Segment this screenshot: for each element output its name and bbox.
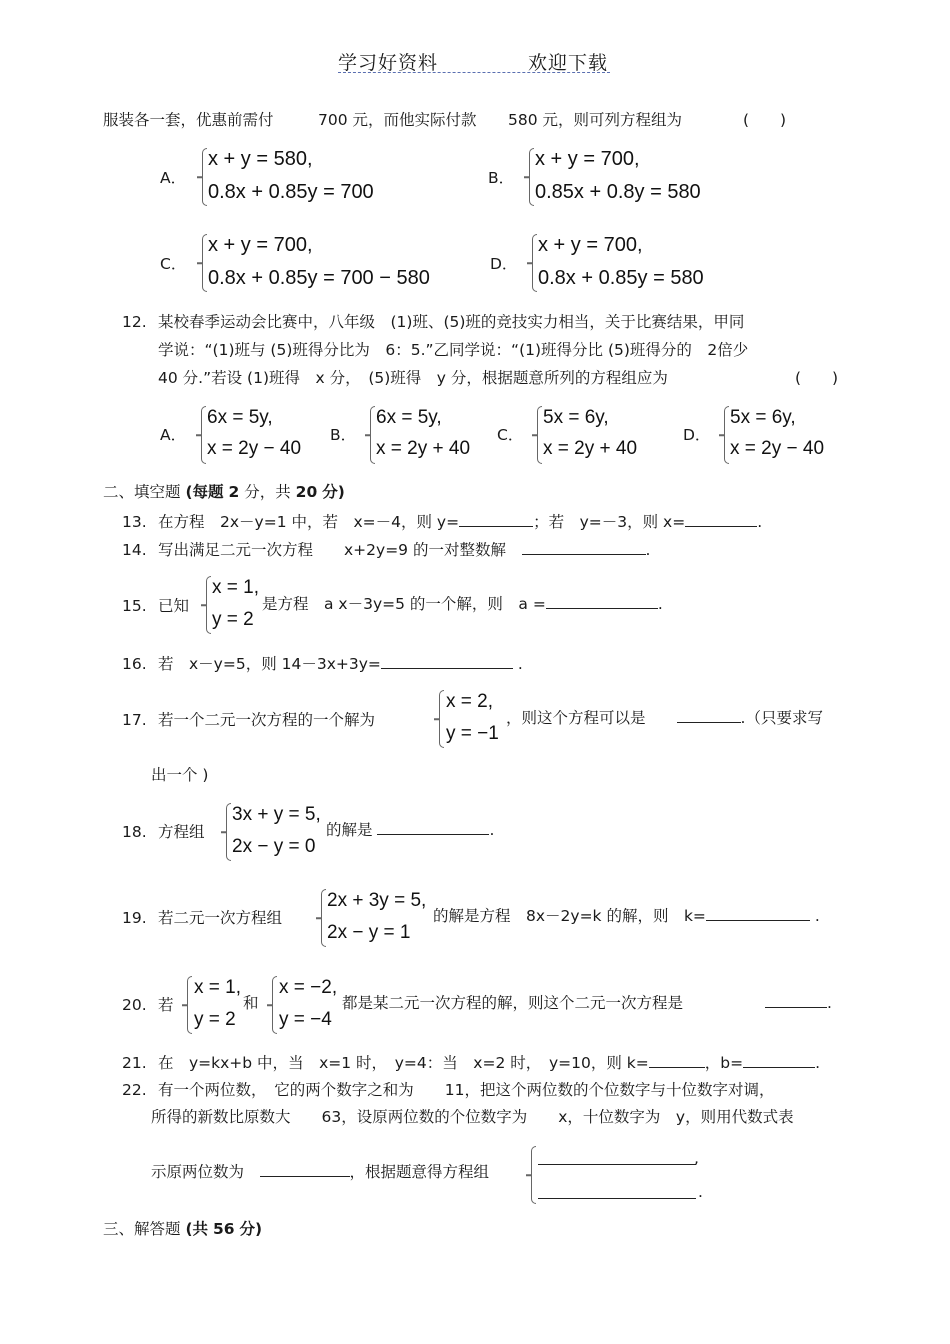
q16-number: 16. xyxy=(122,655,147,673)
q14-number: 14. xyxy=(122,541,147,559)
q15-text xyxy=(262,594,663,614)
q11-option-c-eq1: x + y = 700, xyxy=(208,234,313,256)
q11-option-d-brace xyxy=(532,234,537,292)
q15-eq1: x = 1, xyxy=(212,577,259,598)
q22-line3 xyxy=(151,1162,489,1182)
q18-brace xyxy=(226,803,231,861)
q18-number: 18. xyxy=(122,823,147,841)
q17-eq2: y = −1 xyxy=(446,723,499,744)
section2-per-score: 2 xyxy=(228,483,240,501)
q17-part-c: .（只要求写 xyxy=(740,709,823,727)
q11-stem-b: 700 元，而他实际付款 xyxy=(318,111,477,129)
q22-part-b: ，根据题意得方程组 xyxy=(349,1163,490,1181)
q13-text xyxy=(158,512,762,532)
q11-option-b-label: B． xyxy=(488,169,515,187)
q11-stem-c: 580 元，则可列方程组为 xyxy=(508,111,683,129)
q11-option-b-eq2: 0.85x + 0.8y = 580 xyxy=(535,181,701,203)
q22-brace xyxy=(531,1146,536,1204)
q15-part-b: 是方程 a x－3y=5 的一个解，则 a = xyxy=(262,595,546,613)
q20-system1-eq1: x = 1, xyxy=(194,977,241,998)
q18-blank[interactable] xyxy=(377,820,489,835)
q21-blank-b[interactable] xyxy=(743,1053,815,1068)
q21-part-a: 在 y=kx+b 中，当 x=1 时， y=4：当 x=2 时， y=10，则 k= xyxy=(158,1054,649,1072)
q15-blank[interactable] xyxy=(546,594,658,609)
q14-part-b: . xyxy=(645,541,651,559)
q14-part-a: 写出满足二元一次方程 x+2y=9 的一对整数解 xyxy=(158,541,506,559)
q15-brace xyxy=(206,576,211,634)
q13-part-b: ；若 y=－3，则 x= xyxy=(533,513,686,531)
q17-text xyxy=(506,708,823,728)
q12-option-c-brace xyxy=(537,406,542,464)
q12-line2: 学说：“(1)班与 (5)班得分比为 6：5.”乙同学说：“(1)班得分比 (5)班得分的 2倍少 xyxy=(158,341,749,359)
q20-part-b: 都是某二元一次方程的解，则这个二元一次方程是 xyxy=(342,994,684,1012)
q11-option-c-label: C． xyxy=(160,255,187,273)
q19-eq2: 2x − y = 1 xyxy=(327,922,411,943)
q12-option-c-eq1: 5x = 6y, xyxy=(543,407,609,428)
q13-blank-x[interactable] xyxy=(685,512,757,527)
q20-number: 20. xyxy=(122,996,147,1014)
q14-text xyxy=(158,540,650,560)
q19-eq1: 2x + 3y = 5, xyxy=(327,890,427,911)
q18-part-c: . xyxy=(489,821,495,839)
q13-part-a: 在方程 2x－y=1 中，若 x=－4，则 y= xyxy=(158,513,460,531)
section2-total-score: 20 xyxy=(295,483,318,501)
q12-line3: 40 分.”若设 (1)班得 x 分， (5)班得 y 分，根据题意所列的方程组应为 xyxy=(158,369,668,387)
q22-part-a: 示原两位数为 xyxy=(151,1163,245,1181)
q13-number: 13. xyxy=(122,513,147,531)
q20-part-a: 若 xyxy=(158,996,174,1014)
q22-period: . xyxy=(698,1183,703,1201)
q12-option-d-label: D． xyxy=(683,426,711,444)
section3-total-score: 56 xyxy=(212,1220,235,1238)
q12-option-a-eq2: x = 2y − 40 xyxy=(207,438,302,459)
q12-option-b-eq1: 6x = 5y, xyxy=(376,407,442,428)
q12-paren: ( ) xyxy=(795,369,839,387)
q12-option-d-eq1: 5x = 6y, xyxy=(730,407,796,428)
q12-option-c-eq2: x = 2y + 40 xyxy=(543,438,638,459)
q21-part-b: ，b= xyxy=(704,1054,744,1072)
q20-system2-eq2: y = −4 xyxy=(279,1009,332,1030)
q18-eq1: 3x + y = 5, xyxy=(232,804,321,825)
q19-part-b: 的解是方程 8x－2y=k 的解，则 k= xyxy=(433,907,706,925)
q11-paren: ( ) xyxy=(743,111,787,129)
q12-line1: 某校春季运动会比赛中，八年级 (1)班、(5)班的竞技实力相当，关于比赛结果，甲同 xyxy=(158,313,745,331)
q22-comma: , xyxy=(694,1149,699,1167)
q16-part-a: 若 x－y=5，则 14－3x+3y= xyxy=(158,655,381,673)
q15-eq2: y = 2 xyxy=(212,609,254,630)
q12-option-b-eq2: x = 2y + 40 xyxy=(376,438,471,459)
q12-option-a-eq1: 6x = 5y, xyxy=(207,407,273,428)
q13-part-c: . xyxy=(757,513,763,531)
section2-title: 二、填空题 xyxy=(103,483,181,501)
header-dashed-line xyxy=(338,72,610,73)
q19-text xyxy=(433,906,820,926)
q16-blank[interactable] xyxy=(381,654,513,669)
q22-number: 22. xyxy=(122,1081,147,1099)
q22-line1: 有一个两位数， 它的两个数字之和为 11，把这个两位数的个位数字与十位数字对调， xyxy=(158,1081,775,1099)
q12-option-b-label: B． xyxy=(330,426,357,444)
q16-text xyxy=(158,654,523,674)
q18-eq2: 2x − y = 0 xyxy=(232,836,316,857)
q20-answer xyxy=(765,993,832,1013)
q21-number: 21. xyxy=(122,1054,147,1072)
q22-blank-eq1[interactable] xyxy=(538,1146,696,1165)
q22-blank-eq2[interactable] xyxy=(538,1180,696,1199)
q11-stem-a: 服装各一套，优惠前需付 xyxy=(103,111,274,129)
q17-part-b: ，则这个方程可以是 xyxy=(506,709,646,727)
section2-total-label: 分，共 xyxy=(244,483,291,501)
section2-paren-close: 分) xyxy=(322,483,345,501)
q11-option-d-label: D． xyxy=(490,255,518,273)
section3-paren-open: (共 xyxy=(185,1220,209,1238)
q12-option-d-brace xyxy=(724,406,729,464)
header-right: 欢迎下载 xyxy=(528,52,609,74)
q18-text xyxy=(326,820,494,840)
q19-part-a: 若二元一次方程组 xyxy=(158,909,283,927)
q11-option-a-label: A． xyxy=(160,169,187,187)
q17-part-a: 若一个二元一次方程的一个解为 xyxy=(158,711,376,729)
header-left: 学习好资料 xyxy=(338,52,439,74)
q12-option-d-eq2: x = 2y − 40 xyxy=(730,438,825,459)
q22-line2: 所得的新数比原数大 63，设原两位数的个位数字为 x，十位数字为 y，则用代数式表 xyxy=(151,1108,794,1126)
q19-number: 19. xyxy=(122,909,147,927)
q21-part-c: . xyxy=(815,1054,821,1072)
q17-part-d: 出一个 ) xyxy=(151,766,209,784)
q11-option-b-eq1: x + y = 700, xyxy=(535,148,640,170)
section2-heading xyxy=(103,482,345,502)
q20-system2-eq1: x = −2, xyxy=(279,977,338,998)
q11-option-c-brace xyxy=(202,234,207,292)
q19-blank[interactable] xyxy=(706,906,810,921)
section3-title: 三、解答题 xyxy=(103,1220,181,1238)
q20-and: 和 xyxy=(243,994,259,1012)
q20-system1-eq2: y = 2 xyxy=(194,1009,236,1030)
q11-option-d-eq1: x + y = 700, xyxy=(538,234,643,256)
q11-option-a-eq1: x + y = 580, xyxy=(208,148,313,170)
q12-option-b-brace xyxy=(370,406,375,464)
section3-heading xyxy=(103,1219,262,1239)
q11-option-c-eq2: 0.8x + 0.85y = 700 − 580 xyxy=(208,267,430,289)
q12-option-a-label: A． xyxy=(160,426,187,444)
section2-paren-open: (每题 xyxy=(185,483,224,501)
q13-blank-y[interactable] xyxy=(459,512,533,527)
q18-part-b: 的解是 xyxy=(326,821,373,839)
q12-number: 12. xyxy=(122,313,147,331)
q11-option-d-eq2: 0.8x + 0.85y = 580 xyxy=(538,267,704,289)
q20-part-c: . xyxy=(827,994,832,1012)
q21-text xyxy=(158,1053,820,1073)
q15-part-c: . xyxy=(657,595,663,613)
q12-option-c-label: C． xyxy=(497,426,524,444)
q15-number: 15. xyxy=(122,597,147,615)
q17-eq1: x = 2, xyxy=(446,691,493,712)
q21-blank-k[interactable] xyxy=(649,1053,705,1068)
q17-brace xyxy=(439,690,444,748)
q11-option-b-brace xyxy=(529,148,534,206)
q19-brace xyxy=(321,889,326,947)
q20-brace-1 xyxy=(187,976,192,1034)
q17-number: 17. xyxy=(122,711,147,729)
q20-blank[interactable] xyxy=(765,993,827,1008)
q11-option-a-eq2: 0.8x + 0.85y = 700 xyxy=(208,181,374,203)
section3-paren-close: 分) xyxy=(239,1220,263,1238)
q14-blank[interactable] xyxy=(522,540,646,555)
q12-option-a-brace xyxy=(201,406,206,464)
q22-blank-number[interactable] xyxy=(260,1162,350,1177)
q20-brace-2 xyxy=(272,976,277,1034)
q19-part-c: . xyxy=(814,907,820,925)
q17-blank[interactable] xyxy=(677,708,741,723)
q11-option-a-brace xyxy=(202,148,207,206)
q16-part-b: . xyxy=(517,655,523,673)
q15-part-a: 已知 xyxy=(158,597,190,615)
q18-part-a: 方程组 xyxy=(158,823,205,841)
